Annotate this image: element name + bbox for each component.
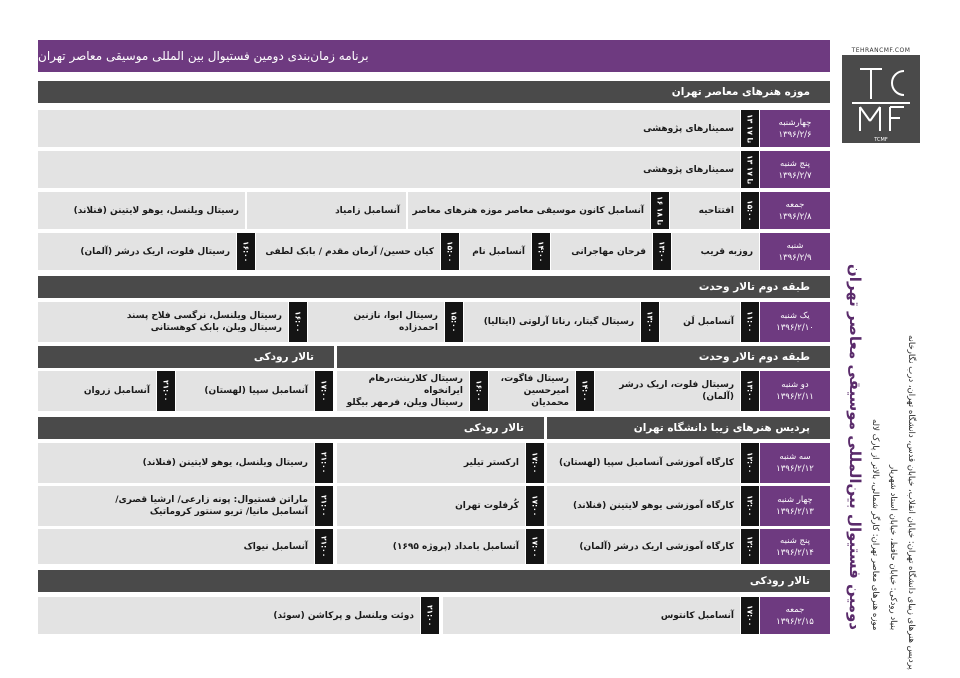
day-cell: سه شنبه ۱۳۹۶/۲/۱۲ bbox=[760, 443, 830, 483]
time-badge: ۱۲:۰۰ bbox=[741, 529, 759, 564]
day-cell: شنبه ۱۳۹۶/۲/۹ bbox=[760, 233, 830, 270]
event-cell: کارگاه آموزشی آنسامبل سپیا (لهستان) bbox=[547, 443, 740, 483]
section-museum: موزه هنرهای معاصر تهران bbox=[38, 81, 830, 103]
time-badge: ۲۱:۰۰ bbox=[315, 443, 333, 483]
venue-address-rudaki: بنیاد رودکی: خیابان حافظ، خیابان استاد شهریار bbox=[888, 464, 898, 630]
time-badge: ۱۵:۰۰ bbox=[445, 302, 463, 342]
venue-address-museum: موزه هنرهای معاصر تهران: کارگر شمالی، بالاتر از پارک لاله bbox=[870, 418, 880, 630]
time-badge: ۱۵:۰۰ bbox=[441, 233, 459, 270]
time-badge: ۱۶:۰۰ bbox=[470, 371, 488, 411]
event-cell: آنسامبل کانتوس bbox=[443, 597, 740, 634]
time-badge: ۲۱:۰۰ bbox=[315, 529, 333, 564]
event-cell: آنسامبل زامیاد bbox=[247, 192, 406, 229]
event-cell: کارگاه آموزشی یوهو لایتینن (فنلاند) bbox=[547, 486, 740, 526]
time-badge: ۲۱:۰۰ bbox=[421, 597, 439, 634]
event-cell: رسیتال ویلنسل، یوهو لایتینن (فنلاند) bbox=[38, 192, 245, 229]
day-cell: پنج شنبه ۱۳۹۶/۲/۱۴ bbox=[760, 529, 830, 564]
event-cell: فرحان مهاجرانی bbox=[551, 233, 652, 270]
day-cell: یک شنبه ۱۳۹۶/۲/۱۰ bbox=[760, 302, 830, 342]
time-badge: ۱۶ تا ۱۸ bbox=[651, 192, 669, 229]
event-cell: رسیتال ویلنسل، نرگسی فلاح پسند رسیتال ویلن، بابک کوهستانی bbox=[38, 302, 288, 342]
event-cell: آنسامبل سپیا (لهستان) bbox=[176, 371, 314, 411]
section-rudaki: تالار رودکی bbox=[38, 570, 830, 592]
event-cell: رسیتال فلوت، اریک درشر (آلمان) bbox=[595, 371, 740, 411]
time-badge: ۱۲:۰۰ bbox=[741, 486, 759, 526]
event-cell: آنسامبل نیواک bbox=[38, 529, 314, 564]
event-cell: آنسامبل نام bbox=[460, 233, 531, 270]
time-badge: ۲۱:۰۰ bbox=[315, 486, 333, 526]
venue-address-pardis: پردیس هنرهای زیبای دانشگاه تهران: خیابان انقلاب، خیابان قدس، دانشگاه تهران، درب نگارخانه bbox=[906, 335, 916, 670]
festival-logo bbox=[842, 55, 920, 143]
event-cell: دوئت ویلنسل و پرکاشن (سوئد) bbox=[38, 597, 420, 634]
day-cell: جمعه ۱۳۹۶/۲/۸ bbox=[760, 192, 830, 229]
time-badge: ۱۷:۰۰ bbox=[315, 371, 333, 411]
time-badge: ۱۷:۰۰ bbox=[526, 529, 544, 564]
event-cell: رسیتال کلارینت،رهام ایرانخواه رسیتال ویلن، فرمهر بیگلو bbox=[337, 371, 469, 411]
event-cell: سمینارهای پژوهشی bbox=[38, 151, 740, 188]
event-cell: آنسامبل بامداد (پروژه ۱۶۹۵) bbox=[337, 529, 525, 564]
time-badge: ۱۱:۰۰ bbox=[741, 302, 759, 342]
schedule-title-bar bbox=[38, 40, 830, 72]
time-badge: ۱۲:۰۰ bbox=[741, 443, 759, 483]
svg-text:TCMF: TCMF bbox=[874, 137, 888, 143]
event-cell: آنسامبل لَن bbox=[660, 302, 740, 342]
event-cell: رسیتال فاگوت، امیرحسین محمدیان bbox=[489, 371, 575, 411]
event-cell: کیان حسین/ آرمان مقدم / بابک لطفی bbox=[256, 233, 440, 270]
event-cell: ارکستر تیلیر bbox=[337, 443, 525, 483]
event-cell: کُرفلوت تهران bbox=[337, 486, 525, 526]
time-badge: ۱۷:۰۰ bbox=[741, 597, 759, 634]
schedule-title: برنامه زمان‌بندی دومین فستیوال بین المللی موسیقی معاصر تهران bbox=[38, 49, 369, 63]
event-cell: روزبه قریب bbox=[672, 233, 759, 270]
time-badge: ۱۴:۰۰ bbox=[532, 233, 550, 270]
time-badge: ۱۳ تا ۱۷ bbox=[741, 110, 759, 147]
event-cell: رسیتال فلوت، اریک درشر (آلمان) bbox=[38, 233, 236, 270]
time-badge: ۱۵:۰۰ bbox=[741, 192, 759, 229]
vertical-festival-name: دومین فستیوال بین‌المللی موسیقی معاصر تهران bbox=[846, 264, 864, 630]
event-cell: سمینارهای پژوهشی bbox=[38, 110, 740, 147]
day-cell: دو شنبه ۱۳۹۶/۲/۱۱ bbox=[760, 371, 830, 411]
day-cell: پنج شنبه ۱۳۹۶/۲/۷ bbox=[760, 151, 830, 188]
section-rudaki: تالار رودکی bbox=[38, 346, 334, 368]
time-badge: ۲۱:۰۰ bbox=[157, 371, 175, 411]
tcmf-logo-icon bbox=[842, 55, 920, 143]
event-cell: رسیتال گیتار، رناتا آرلوتی (ایتالیا) bbox=[464, 302, 640, 342]
time-badge: ۱۷:۰۰ bbox=[526, 486, 544, 526]
section-vahdat: طبقه دوم تالار وحدت bbox=[38, 276, 830, 298]
section-rudaki: تالار رودکی bbox=[38, 417, 544, 439]
time-badge: ۱۳ تا ۱۷ bbox=[741, 151, 759, 188]
event-cell: آنسامبل زروان bbox=[38, 371, 156, 411]
section-pardis: پردیس هنرهای زیبا دانشگاه تهران bbox=[547, 417, 830, 439]
time-badge: ۱۴:۰۰ bbox=[576, 371, 594, 411]
time-badge: ۱۳:۰۰ bbox=[653, 233, 671, 270]
time-badge: ۱۶:۰۰ bbox=[237, 233, 255, 270]
logo-site-url: TEHRANCMF.COM bbox=[851, 47, 911, 54]
event-cell: ماراتن فستیوال: پونه زارعی/ ارشیا قصری/ آنسامبل مانیا/ تریو سنتور کروماتیک bbox=[38, 486, 314, 526]
time-badge: ۱۶:۰۰ bbox=[289, 302, 307, 342]
event-cell: افتتاحیه bbox=[670, 192, 740, 229]
time-badge: ۱۳:۰۰ bbox=[641, 302, 659, 342]
event-cell: آنسامبل کانون موسیقی معاصر موزه هنرهای معاصر bbox=[408, 192, 650, 229]
time-badge: ۱۳:۰۰ bbox=[741, 371, 759, 411]
day-cell: جمعه ۱۳۹۶/۲/۱۵ bbox=[760, 597, 830, 634]
section-vahdat: طبقه دوم تالار وحدت bbox=[337, 346, 830, 368]
event-cell: کارگاه آموزشی اریک درشر (آلمان) bbox=[547, 529, 740, 564]
time-badge: ۱۷:۰۰ bbox=[526, 443, 544, 483]
event-cell: رسیتال ویلنسل، یوهو لایتینن (فنلاند) bbox=[38, 443, 314, 483]
event-cell: رسیتال ابوا، نازنین احمدزاده bbox=[308, 302, 444, 342]
day-cell: چهارشنبه ۱۳۹۶/۲/۶ bbox=[760, 110, 830, 147]
day-cell: چهار شنبه ۱۳۹۶/۲/۱۳ bbox=[760, 486, 830, 526]
